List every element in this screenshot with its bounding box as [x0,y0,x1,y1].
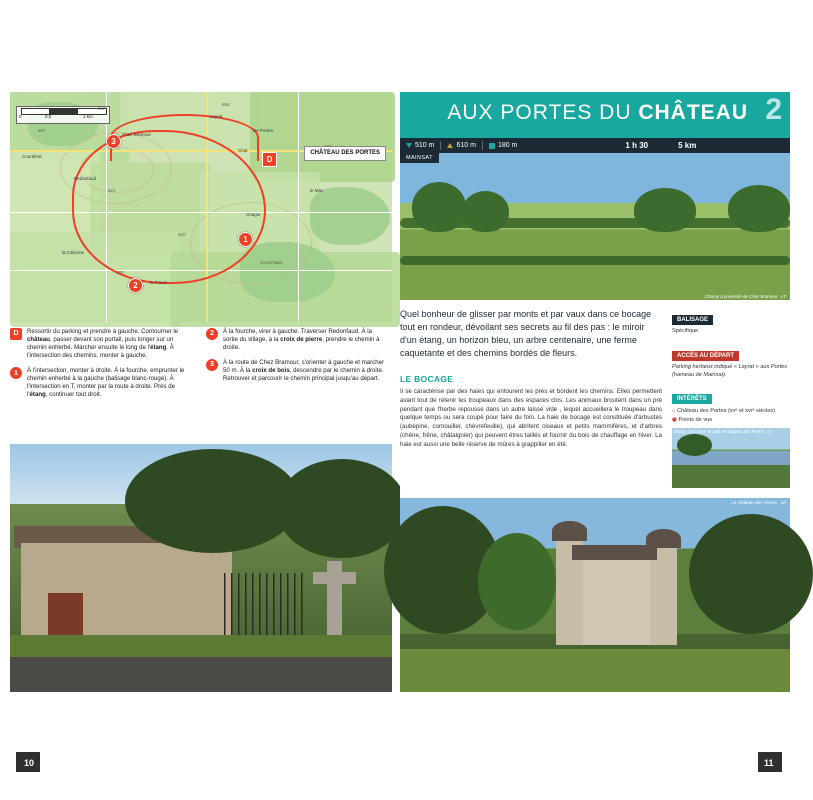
acces-text: Parking herbeux indiqué « Layrat » aux Portes (hameau de Mainsat). [672,363,788,378]
map-scalebar [16,106,110,124]
interet-tag: INTÉRÊTS [672,394,712,404]
interet-item-1 [672,407,790,415]
map-place-label: Redonfaud [74,176,97,181]
photo-caption: Le château des Portes. -Ni- [731,500,787,505]
duration-info [619,141,654,150]
map-forest [310,187,390,245]
section-bocage [400,374,662,450]
folio-right: 11 [764,758,774,768]
scale-label: 0 [19,114,22,119]
step-marker: D [10,328,22,340]
photo-field [400,153,790,300]
step-marker: 1 [10,367,22,379]
folio-left: 10 [24,758,35,768]
direction-step [206,359,386,383]
descent-icon [406,143,412,148]
map-waypoint-2[interactable]: 2 [128,278,143,293]
elevation-gain-info [483,142,523,149]
ascent-info [441,142,481,149]
step-text: Ressortir du parking et prendre à gauche. Contourner le château, passer devant son portail, puis longer sur un chemin enherbé. Marcher ensuite le long de l'étang. À l'intersection des chemins, monter à gauche. [27,328,179,360]
ascent-value: 610 m [456,142,476,149]
map-place-label: Chat [238,148,248,153]
castle-roof [552,521,587,540]
photo-tree [634,188,696,232]
step-text: À l'intersection, monter à droite. À la fourche, emprunter le chemin enherbé à la gauche (balisage blanc-rouge). À l'intersection en T, monter par la route à droite. Près de l'étang, continuer tout droit. [27,367,185,399]
direction-step [10,328,190,360]
map-field [250,92,395,182]
map-chateau-callout: CHÂTEAU DES PORTES [304,146,386,161]
photo-castle [400,498,790,692]
balisage-text: Spécifique [672,328,699,334]
map-elevation-label: 547 [98,106,106,111]
photo-tree [677,434,712,456]
photo-tree [412,182,467,232]
photo-road [10,657,392,692]
balisage-tag: BALISAGE [672,315,713,325]
route-map[interactable] [10,92,392,322]
route-info-bar [400,138,790,153]
map-waypoint-1[interactable]: 1 [238,232,253,247]
photo-tree [125,449,301,553]
map-elevation-label: 580 [116,270,124,275]
photo-tree [689,514,813,634]
route-track [110,114,259,161]
elevation-gain-value: 180 m [497,142,518,149]
pin-icon: ⌂ [672,408,676,415]
photo-tree [728,185,790,232]
sidebar-info [672,308,790,424]
map-elevation-label: 604 [222,102,230,107]
direction-step [10,367,190,399]
map-place-label: les Portes [253,128,274,133]
location-badge: MAINSAT [400,153,439,163]
viewpoint-icon: ◉ [672,416,677,423]
map-waypoint-3[interactable]: 3 [106,134,121,149]
map-road [298,92,299,322]
map-place-label: la Caborne [62,250,85,255]
map-place-label: Layrat [210,114,223,119]
right-page [400,92,790,768]
intro-paragraph: Quel bonheur de glisser par monts et par vaux dans ce bocage tout en rondeur, dévoilant ses secrets au fil des pas : le miroir d'un étang, un horizon bleu, un arbre centenaire, une ferme caquetante et des chemins bordés de fleurs. [400,309,652,359]
section-body: Il se caractérise par des haies qui entourent les prés et bordent les chemins. Elles permettent avant tout de retenir les troupeaux dans des espaces clos. Les animaux broutent dans un pré pendant que l'herbe repousse dans un autre laissé vide , lequel accueillera le troupeau dans quelque temps ou sera coupé pour faire du foin. La haie de bocage est constituée d'arbustes (aubépine, cornouiller, chèvrefeuille), qui abritent oiseaux et petits mammifères, et d'arbres (chêne, frêne, châtaignier) qui peuvent êtres taillés et fournir du bois de chauffage en hiver. La haie est aussi une belle réserve de mûres à grappiller en été. [400,388,662,448]
map-place-label: Chez Bramour [122,132,152,137]
scale-label: 0,5 [45,114,52,119]
acces-tag: ACCÈS AU DÉPART [672,351,739,361]
photo-grass [400,649,790,692]
photo-caption: Étang, dans foyer le petit ermitageau des Portes. -LT- [674,429,773,434]
map-place-label: Courtiéral [22,154,42,159]
interet-label-2: Points de vue [678,416,713,423]
map-place-label: Chagot [246,212,261,217]
direction-step [206,328,386,352]
photo-tree [277,459,407,558]
page-header [400,92,790,138]
map-elevation-label: 621 [108,188,116,193]
photo-tree [478,533,556,630]
elevation-icon [489,143,495,149]
step-marker: 3 [206,359,218,371]
castle-roof [572,545,658,561]
photo-farmhouse [10,444,392,692]
page-title-bold: CHÂTEAU [638,101,748,124]
distance-info [672,141,702,150]
map-elevation-label: 607 [38,128,46,133]
step-text: À la route de Chez Bramour, s'orienter à gauche et marcher 50 m. À la croix de bois, descendre par le chemin à droite. Retrouver et parcourir le chemin principal jusqu'au départ. [223,359,385,383]
directions-column-right [206,328,386,390]
step-text: À la fourche, virer à gauche. Traverser Redonfaud. À la sortie du village, à la croix de pierre, prendre le chemin à droite. [223,328,380,352]
scale-label: 1 km [83,114,93,119]
photo-grass [10,635,392,660]
page-title-light: AUX PORTES DU [447,101,639,124]
ascent-icon [447,143,453,148]
folio-right-background [758,752,782,772]
descent-value: 510 m [415,142,435,149]
map-waypoint-start[interactable]: D [262,152,277,167]
distance-value: 5 km [678,141,697,150]
map-elevation-label: 610 [178,232,186,237]
photo-stone-cross [327,561,342,645]
photo-caption: Champ à proximité de Chez Bramour. -LT- [704,294,787,299]
map-place-label: Grand Bois [260,260,283,265]
page-title [447,101,748,125]
left-page [10,92,392,768]
interet-item-2 [672,416,790,424]
duration-value: 1 h 30 [625,141,649,150]
directions-column-left [10,328,190,406]
map-place-label: le Mas [310,188,324,193]
descent-info [400,142,440,149]
photo-tree [462,191,509,232]
chapter-number: 2 [765,93,782,126]
map-place-label: le Fraud [150,280,167,285]
photo-pond [672,428,790,488]
photo-hedge [400,256,790,265]
step-marker: 2 [206,328,218,340]
interet-label-1: Château des Portes (xvᵉ et xvıᵉ siècles) [676,408,775,415]
section-title: LE BOCAGE [400,374,454,384]
